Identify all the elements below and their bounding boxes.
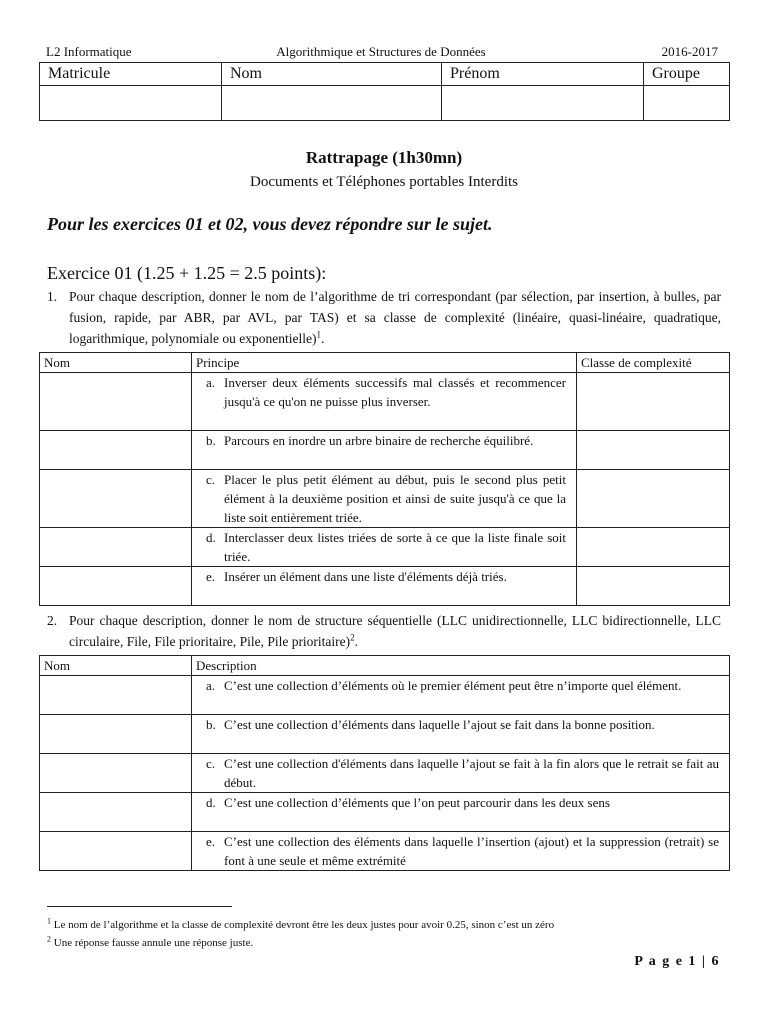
table-row	[40, 431, 730, 470]
item-letter: b.	[206, 717, 216, 732]
question-1	[47, 286, 721, 349]
answer-name-cell[interactable]	[40, 754, 192, 793]
header-level: L2 Informatique	[46, 44, 132, 59]
col-nom: Nom	[222, 63, 442, 86]
exam-title: Rattrapage (1h30mn)	[305, 148, 463, 167]
header-course: Algorithmique et Structures de Données	[276, 44, 486, 59]
item-text: C’est une collection d’éléments où le premier élément peut être n’importe quel élément.	[224, 678, 682, 693]
footnote-ref: 2	[350, 632, 355, 643]
col-matricule: Matricule	[40, 63, 222, 86]
punctuation: .	[354, 634, 359, 649]
item-text: Parcours en inordre un arbre binaire de recherche équilibré.	[224, 433, 534, 448]
nom-field[interactable]	[222, 86, 442, 121]
question-number: 1.	[47, 289, 58, 304]
header-year: 2016-2017	[661, 44, 718, 59]
table-row	[40, 373, 730, 431]
item-text: Insérer un élément dans une liste d'éléments déjà triés.	[224, 569, 507, 584]
footnote-mark: 1	[47, 916, 51, 926]
answer-name-cell[interactable]	[40, 676, 192, 715]
answer-complexity-cell[interactable]	[577, 567, 730, 606]
answer-name-cell[interactable]	[40, 528, 192, 567]
answer-complexity-cell[interactable]	[577, 431, 730, 470]
item-text: C’est une collection des éléments dans laquelle l’insertion (ajout) et la suppression (retrait) se font à une seule et même extrémité	[224, 834, 719, 868]
answer-complexity-cell[interactable]	[577, 470, 730, 528]
header-nom: Nom	[40, 353, 192, 373]
item-text: Interclasser deux listes triées de sorte à ce que la liste finale soit triée.	[224, 530, 566, 564]
answer-name-cell[interactable]	[40, 373, 192, 431]
question-text: Pour chaque description, donner le nom de structure séquentielle (LLC unidirectionnelle, LLC bidirectionnelle, LLC circulaire, File, File prioritaire, Pile, Pile prioritaire)	[69, 613, 721, 649]
header-nom: Nom	[40, 656, 192, 676]
answer-complexity-cell[interactable]	[577, 528, 730, 567]
table-row	[40, 832, 730, 871]
col-prenom: Prénom	[442, 63, 644, 86]
item-text: C’est une collection d'éléments dans laquelle l’ajout se fait à la fin alors que le retrait se fait au début.	[224, 756, 719, 790]
item-letter: d.	[206, 795, 216, 810]
header-description: Description	[192, 656, 730, 676]
instruction: Pour les exercices 01 et 02, vous devez répondre sur le sujet.	[47, 214, 493, 234]
prenom-field[interactable]	[442, 86, 644, 121]
structures-table	[39, 655, 730, 871]
table-row	[40, 715, 730, 754]
item-letter: d.	[206, 530, 216, 545]
groupe-field[interactable]	[644, 86, 730, 121]
footnote-2	[47, 936, 253, 950]
answer-complexity-cell[interactable]	[577, 373, 730, 431]
table-row	[40, 567, 730, 606]
answer-name-cell[interactable]	[40, 470, 192, 528]
page-number: P a g e 1 | 6	[634, 954, 720, 969]
answer-name-cell[interactable]	[40, 832, 192, 871]
item-text: Inverser deux éléments successifs mal classés et recommencer jusqu'à ce qu'on ne puisse plus inverser.	[224, 375, 566, 409]
footnote-text: Le nom de l’algorithme et la classe de complexité devront être les deux justes pour avoir 0.25, sinon c’est un zéro	[53, 919, 555, 931]
answer-name-cell[interactable]	[40, 715, 192, 754]
table-row	[40, 528, 730, 567]
footnote-ref: 1	[316, 329, 321, 340]
table-row	[40, 793, 730, 832]
table-row	[40, 470, 730, 528]
item-letter: e.	[206, 569, 216, 584]
item-text: C’est une collection d’éléments dans laquelle l’ajout se fait dans la bonne position.	[224, 717, 655, 732]
col-groupe: Groupe	[644, 63, 730, 86]
header-complexite: Classe de complexité	[577, 353, 730, 373]
item-text: C’est une collection d’éléments que l’on peut parcourir dans les deux sens	[224, 795, 610, 810]
matricule-field[interactable]	[40, 86, 222, 121]
footnote-1	[47, 918, 554, 932]
sorting-table	[39, 352, 730, 606]
student-id-table	[39, 62, 730, 121]
table-row	[40, 676, 730, 715]
answer-name-cell[interactable]	[40, 431, 192, 470]
table-row	[40, 754, 730, 793]
answer-name-cell[interactable]	[40, 793, 192, 832]
exercise-title: Exercice 01 (1.25 + 1.25 = 2.5 points):	[47, 263, 327, 283]
exam-subtitle: Documents et Téléphones portables Interdits	[250, 174, 518, 190]
answer-name-cell[interactable]	[40, 567, 192, 606]
punctuation: .	[320, 331, 325, 346]
item-text: Placer le plus petit élément au début, puis le second plus petit élément à la deuxième position et ainsi de suite jusqu'à ce que la liste soit entièrement triée.	[224, 472, 566, 525]
item-letter: b.	[206, 433, 216, 448]
footnote-mark: 2	[47, 934, 51, 944]
question-text: Pour chaque description, donner le nom de l’algorithme de tri correspondant (par sélection, par insertion, à bulles, par fusion, rapide, par ABR, par AVL, par TAS) et sa classe de complexité (linéaire, quasi-linéaire, quadratique, logarithmique, polynomiale ou exponentielle)	[69, 289, 721, 346]
question-2	[47, 610, 721, 652]
item-letter: a.	[206, 678, 216, 693]
item-letter: a.	[206, 375, 216, 390]
item-letter: c.	[206, 756, 216, 771]
item-letter: e.	[206, 834, 216, 849]
item-letter: c.	[206, 472, 216, 487]
header-principe: Principe	[192, 353, 577, 373]
question-number: 2.	[47, 613, 58, 628]
footnote-divider	[47, 906, 232, 907]
footnote-text: Une réponse fausse annule une réponse juste.	[53, 937, 254, 949]
